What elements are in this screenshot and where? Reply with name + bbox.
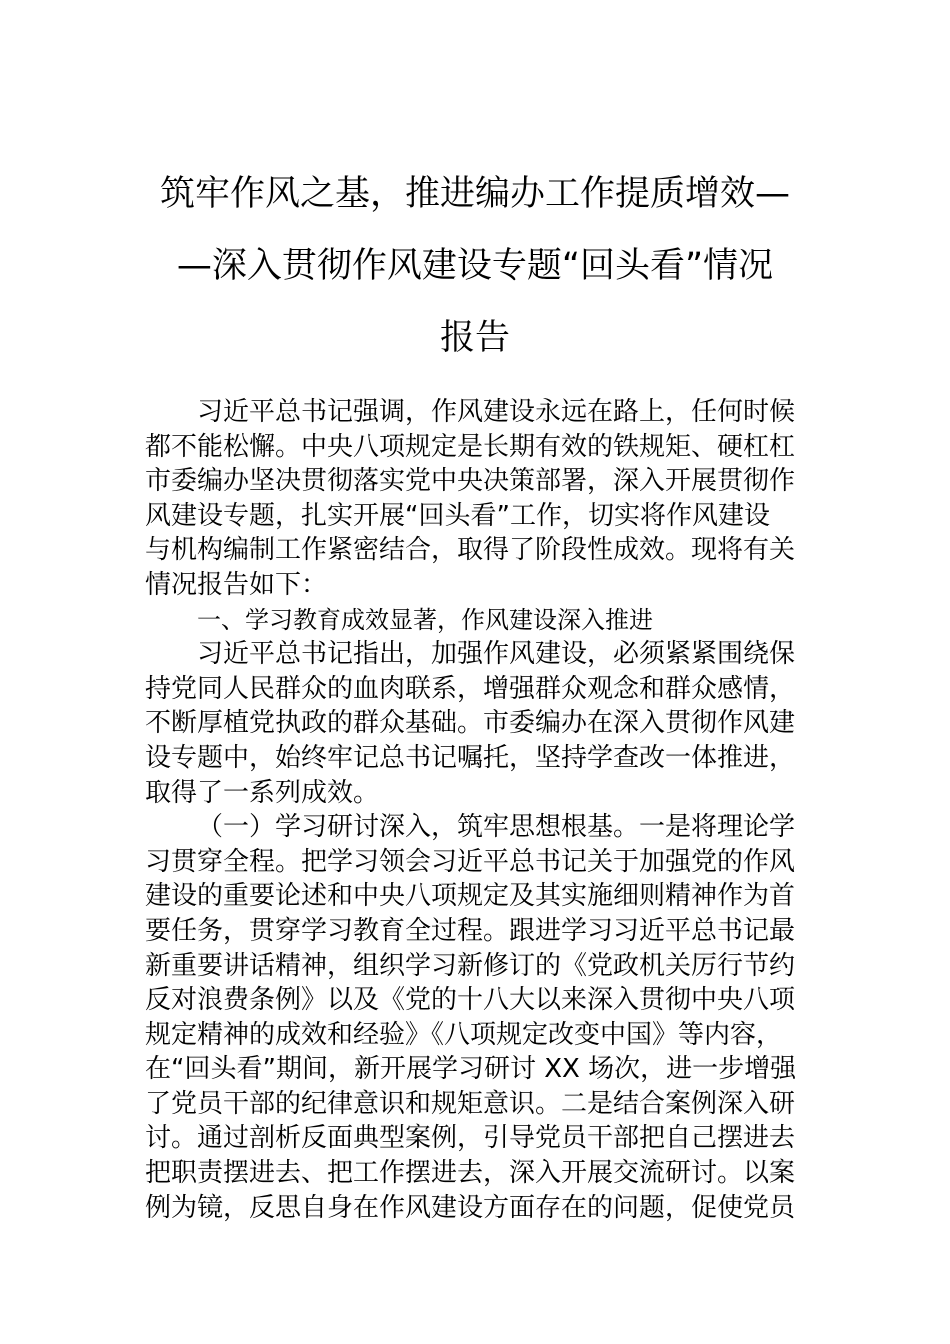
paragraph-line: 习近平总书记指出，加强作风建设，必须紧紧围绕保: [197, 639, 796, 670]
paragraph-line: 讨。通过剖析反面典型案例，引导党员干部把自己摆进去: [145, 1123, 796, 1154]
document-title: [140, 158, 810, 374]
paragraph-line: 习贯穿全程。把学习领会习近平总书记关于加强党的作风: [145, 846, 796, 877]
paragraph-line: 情况报告如下：: [145, 569, 328, 600]
paragraph-line: 与机构编制工作紧密结合，取得了阶段性成效。现将有关: [145, 535, 796, 566]
paragraph-line: 要任务，贯穿学习教育全过程。跟进学习习近平总书记最: [145, 915, 796, 946]
paragraph-line: 新重要讲话精神，组织学习新修订的《党政机关厉行节约: [145, 950, 796, 981]
paragraph-line: 习近平总书记强调，作风建设永远在路上，任何时候: [197, 397, 796, 427]
paragraph-line: 例为镜，反思自身在作风建设方面存在的问题，促使党员: [145, 1192, 796, 1223]
title-line-3: 报告: [439, 318, 510, 358]
paragraph-line: 设专题中，始终牢记总书记嘱托，坚持学查改一体推进，: [145, 742, 796, 773]
title-line-1: 筑牢作风之基，推进编办工作提质增效—: [159, 174, 790, 214]
title-line-2: —深入贯彻作风建设专题“回头看”情况: [176, 246, 774, 286]
document-body: [145, 395, 807, 1225]
paragraph-line: 风建设专题，扎实开展“回头看”工作，切实将作风建设: [145, 500, 770, 531]
paragraph-line: 把职责摆进去、把工作摆进去，深入开展交流研讨。以案: [145, 1158, 796, 1189]
paragraph-line: 在“回头看”期间，新开展学习研讨 XX 场次，进一步增强: [145, 1054, 797, 1085]
section-heading: 一、学习教育成效显著，作风建设深入推进: [197, 605, 653, 634]
paragraph-line: 市委编办坚决贯彻落实党中央决策部署，深入开展贯彻作: [145, 466, 796, 497]
paragraph-line: 反对浪费条例》以及《党的十八大以来深入贯彻中央八项: [145, 985, 796, 1016]
paragraph-line: 不断厚植党执政的群众基础。市委编办在深入贯彻作风建: [145, 708, 796, 739]
paragraph-line: 了党员干部的纪律意识和规矩意识。二是结合案例深入研: [145, 1088, 796, 1119]
paragraph-line: 都不能松懈。中央八项规定是长期有效的铁规矩、硬杠杠: [145, 431, 796, 462]
paragraph-line: 持党同人民群众的血肉联系，增强群众观念和群众感情，: [145, 673, 796, 704]
paragraph-line: （一）学习研讨深入，筑牢思想根基。一是将理论学: [197, 812, 796, 843]
paragraph-line: 取得了一系列成效。: [145, 777, 380, 808]
paragraph-line: 建设的重要论述和中央八项规定及其实施细则精神作为首: [145, 881, 796, 912]
paragraph-line: 规定精神的成效和经验》《八项规定改变中国》等内容，: [145, 1019, 783, 1050]
